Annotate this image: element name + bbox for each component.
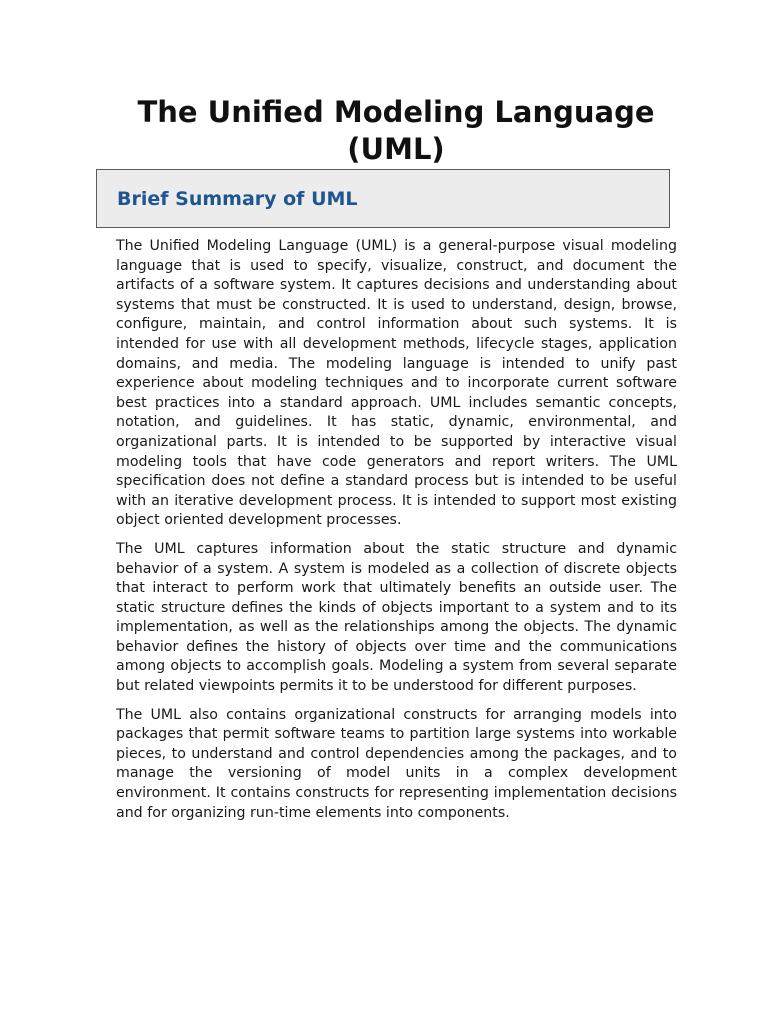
section-heading-box <box>96 169 670 228</box>
paragraph-3: The UML also contains organizational constructs for arranging models into packages that permit software teams to partition large systems into workable pieces, to understand and control dependencies among the packages, and to manage the versioning of model units in a complex development environment. It contains constructs for representing implementation decisions and for organizing run-time elements into components. <box>116 706 677 821</box>
paragraph-2: The UML captures information about the static structure and dynamic behavior of a system. A system is modeled as a collection of discrete objects that interact to perform work that ultimately benefits an outside user. The static structure defines the kinds of objects important to a system and to its implementation, as well as the relationships among the objects. The dynamic behavior defines the history of objects over time and the communications among objects to accomplish goals. Modeling a system from several separate but related viewpoints permits it to be understood for different purposes. <box>116 540 677 695</box>
body-text <box>116 237 677 832</box>
section-heading: Brief Summary of UML <box>117 188 358 210</box>
page-title: The Unified Modeling Language (UML) <box>137 95 655 166</box>
paragraph-1: The Unified Modeling Language (UML) is a general-purpose visual modeling language that is used to specify, visualize, construct, and document the artifacts of a software system. It captures decisions and understanding about systems that must be constructed. It is used to understand, design, browse, configure, maintain, and control information about such systems. It is intended for use with all development methods, lifecycle stages, application domains, and media. The modeling language is intended to unify past experience about modeling techniques and to incorporate current software best practices into a standard approach. UML includes semantic concepts, notation, and guidelines. It has static, dynamic, environmental, and organizational parts. It is intended to be supported by interactive visual modeling tools that have code generators and report writers. The UML specification does not define a standard process but is intended to be useful with an iterative development process. It is intended to support most existing object oriented development processes. <box>116 238 677 529</box>
